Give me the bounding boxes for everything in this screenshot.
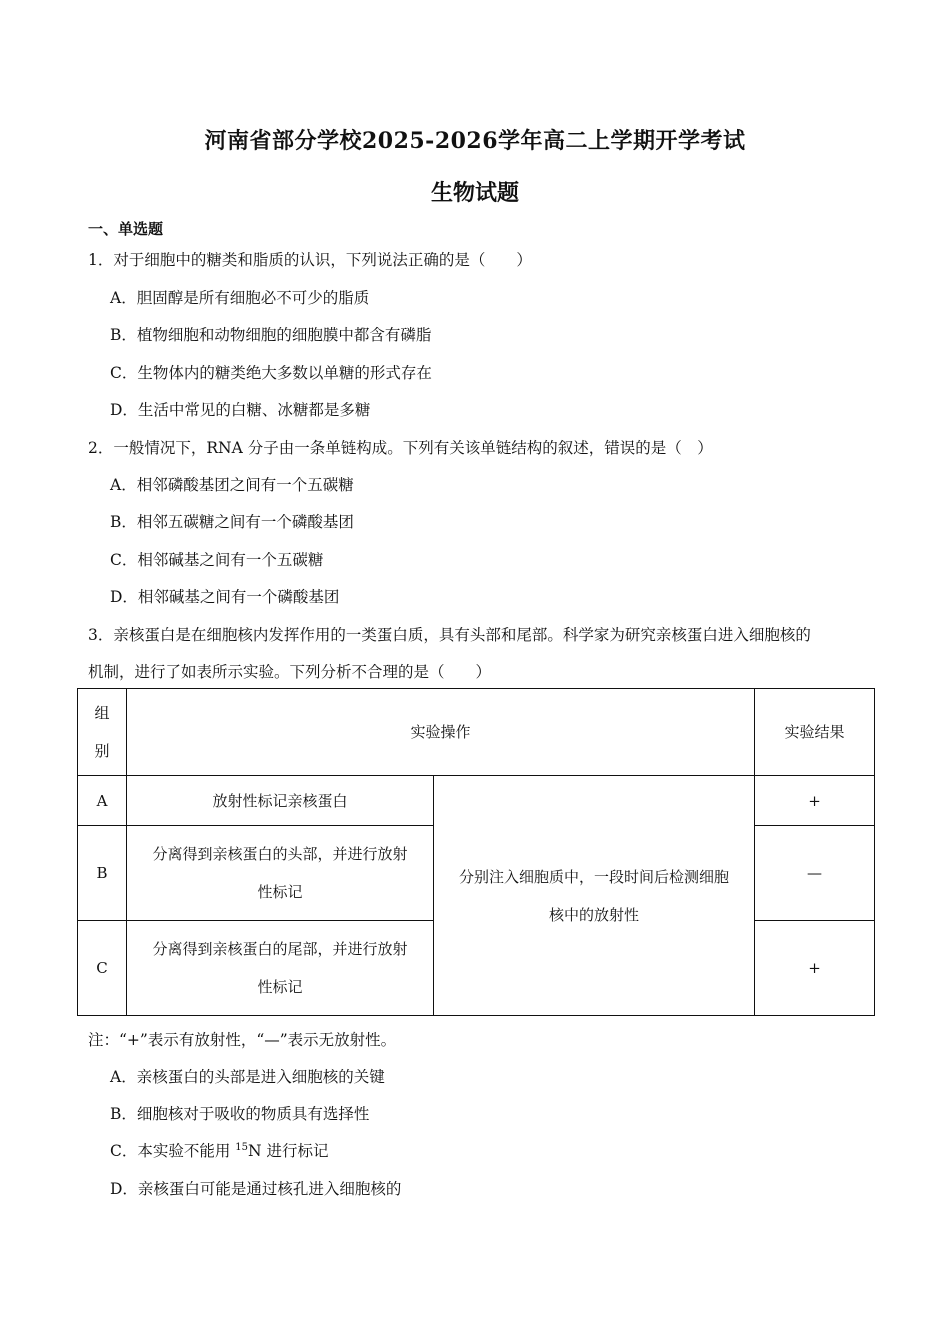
row-c-result: +: [755, 921, 875, 1016]
option-c-suffix: N 进行标记: [248, 1142, 329, 1160]
option-c-prefix: C．本实验不能用: [110, 1142, 236, 1160]
question-2-option-a: A．相邻磷酸基团之间有一个五碳糖: [110, 476, 354, 494]
row-b-operation: [127, 826, 434, 921]
question-2-option-c: C．相邻碱基之间有一个五碳糖: [110, 551, 324, 569]
row-b-result: —: [755, 826, 875, 921]
shared-operation-line-1: 分别注入细胞质中，一段时间后检测细胞: [459, 867, 730, 886]
table-header-row: [78, 689, 875, 776]
header-result: 实验结果: [755, 689, 875, 776]
row-a-group: A: [78, 776, 127, 826]
table-note: 注：“+”表示有放射性，“—”表示无放射性。: [88, 1031, 397, 1049]
experiment-table: [77, 688, 875, 1016]
question-1-option-a: A．胆固醇是所有细胞必不可少的脂质: [110, 289, 370, 307]
row-c-operation: [127, 921, 434, 1016]
isotope-superscript: 15: [235, 1142, 249, 1153]
shared-operation-cell: [434, 776, 755, 1016]
header-group-char-2: 别: [94, 742, 110, 760]
question-1-option-c: C．生物体内的糖类绝大多数以单糖的形式存在: [110, 364, 432, 382]
row-b-operation-line-1: 分离得到亲核蛋白的头部，并进行放射: [152, 845, 408, 863]
question-2-option-d: D．相邻碱基之间有一个磷酸基团: [110, 588, 340, 606]
table-row: [78, 776, 875, 826]
header-group-cell: [78, 689, 127, 776]
question-1-stem: 1．对于细胞中的糖类和脂质的认识，下列说法正确的是（ ）: [88, 251, 532, 269]
question-3-option-c: [110, 1139, 329, 1161]
question-3-option-d: D．亲核蛋白可能是通过核孔进入细胞核的: [110, 1180, 402, 1198]
question-3-stem-line-2: 机制，进行了如表所示实验。下列分析不合理的是（ ）: [88, 663, 492, 681]
question-1-option-b: B．植物细胞和动物细胞的细胞膜中都含有磷脂: [110, 326, 432, 344]
row-a-operation: 放射性标记亲核蛋白: [127, 776, 434, 826]
question-3-option-a: A．亲核蛋白的头部是进入细胞核的关键: [110, 1068, 385, 1086]
question-1-option-d: D．生活中常见的白糖、冰糖都是多糖: [110, 401, 371, 419]
header-group-char-1: 组: [94, 704, 110, 722]
shared-operation-line-2: 核中的放射性: [549, 905, 640, 924]
row-a-result: +: [755, 776, 875, 826]
header-operation: 实验操作: [127, 689, 755, 776]
row-c-group: C: [78, 921, 127, 1016]
row-c-operation-line-2: 性标记: [257, 978, 303, 996]
exam-title: 河南省部分学校2025-2026学年高二上学期开学考试: [204, 128, 746, 154]
exam-subtitle: 生物试题: [430, 180, 519, 206]
question-2-option-b: B．相邻五碳糖之间有一个磷酸基团: [110, 513, 354, 531]
question-2-stem: 2．一般情况下，RNA 分子由一条单链构成。下列有关该单链结构的叙述，错误的是（ ）: [88, 439, 713, 457]
question-3-stem-line-1: 3．亲核蛋白是在细胞核内发挥作用的一类蛋白质，具有头部和尾部。科学家为研究亲核蛋白进入细胞核的: [88, 626, 811, 644]
row-b-operation-line-2: 性标记: [257, 883, 303, 901]
row-c-operation-line-1: 分离得到亲核蛋白的尾部，并进行放射: [152, 940, 408, 958]
question-3-option-b: B．细胞核对于吸收的物质具有选择性: [110, 1105, 370, 1123]
section-heading: 一、单选题: [88, 220, 164, 238]
row-b-group: B: [78, 826, 127, 921]
